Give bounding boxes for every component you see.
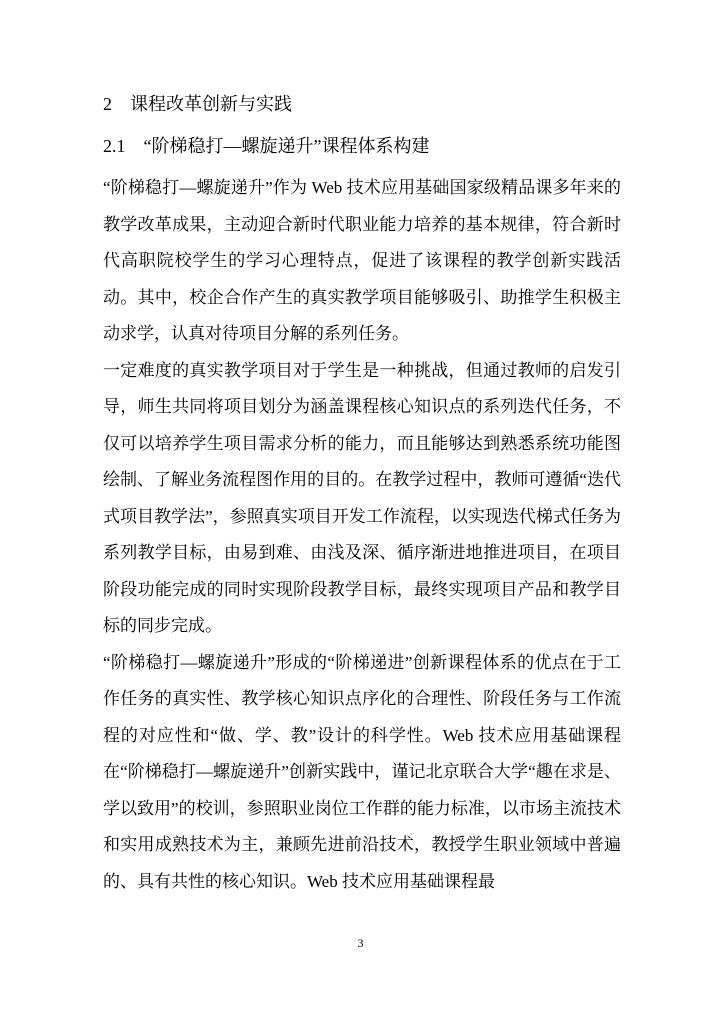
page-number: 3: [357, 936, 364, 950]
page-footer: [0, 934, 721, 952]
body-paragraph: 一定难度的真实教学项目对于学生是一种挑战，但通过教师的启发引导，师生共同将项目划分为涵盖课程核心知识点的系列迭代任务，不仅可以培养学生项目需求分析的能力，而且能够达到熟悉系统功能图绘制、了解业务流程图作用的目的。在教学过程中，教师可遵循“迭代式项目教学法”，参照真实项目开发工作流程，以实现迭代梯式任务为系列教学目标，由易到难、由浅及深、循序渐进地推进项目，在项目阶段功能完成的同时实现阶段教学目标，最终实现项目产品和教学目标的同步完成。: [103, 360, 621, 635]
body-text-block: [103, 170, 621, 900]
section-heading: 2 课程改革创新与实践: [103, 94, 292, 114]
body-paragraph: “阶梯稳打—螺旋递升”作为 Web 技术应用基础国家级精品课多年来的教学改革成果，主动迎合新时代职业能力培养的基本规律，符合新时代高职院校学生的学习心理特点，促进了该课程的教学创新实践活动。其中，校企合作产生的真实教学项目能够吸引、助推学生积极主动求学，认真对待项目分解的系列任务。: [103, 178, 621, 343]
subsection-heading: 2.1 “阶梯稳打—螺旋递升”课程体系构建: [103, 136, 430, 156]
body-paragraph: “阶梯稳打—螺旋递升”形成的“阶梯递进”创新课程体系的优点在于工作任务的真实性、教学核心知识点序化的合理性、阶段任务与工作流程的对应性和“做、学、教”设计的科学性。Web 技术应用基础课程在“阶梯稳打—螺旋递升”创新实践中，谨记北京联合大学“趣在求是、学以致用”的校训，参照职业岗位工作群的能力标准，以市场主流技术和实用成熟技术为主，兼顾先进前沿技术，教授学生职业领域中普遍的、具有共性的核心知识。Web 技术应用基础课程最: [103, 652, 621, 891]
document-content: [103, 90, 621, 900]
